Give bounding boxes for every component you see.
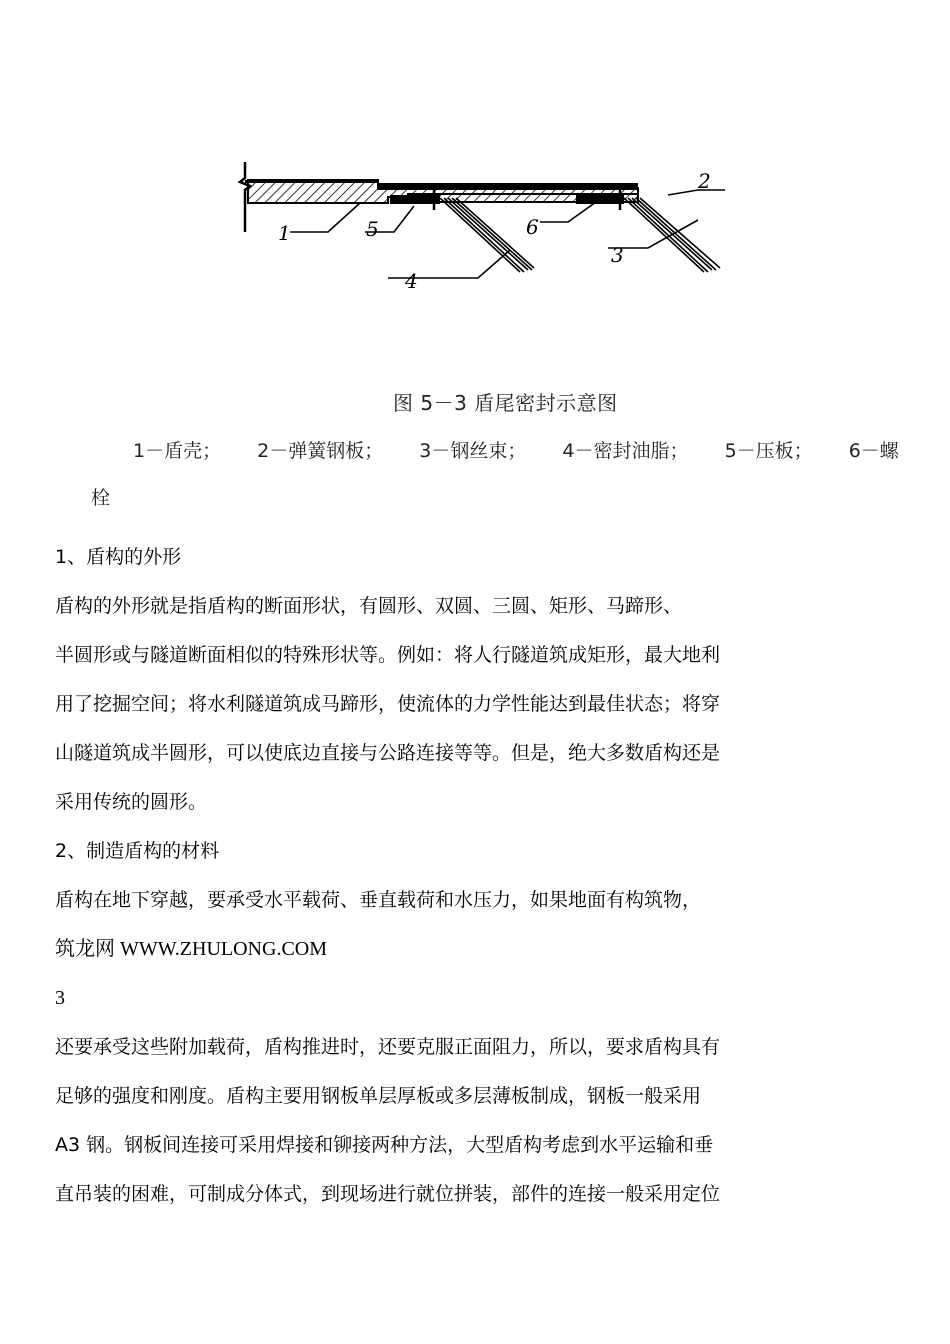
paragraph-line: 采用传统的圆形。 xyxy=(55,791,208,813)
figure-legend xyxy=(133,436,908,463)
legend-item: 5－压板； xyxy=(724,440,813,462)
paragraph-line: 用了挖掘空间；将水利隧道筑成马蹄形，使流体的力学性能达到最佳状态；将穿 xyxy=(55,693,721,715)
label-3: 3 xyxy=(611,243,624,267)
label-2: 2 xyxy=(698,169,711,193)
label-5: 5 xyxy=(366,217,379,241)
label-6: 6 xyxy=(526,215,539,239)
paragraph-line: A3 钢。钢板间连接可采用焊接和铆接两种方法，大型盾构考虑到水平运输和垂 xyxy=(55,1134,714,1156)
legend-item: 1－盾壳； xyxy=(133,440,222,462)
paragraph-line: 还要承受这些附加载荷，盾构推进时，还要克服正面阻力，所以，要求盾构具有 xyxy=(55,1036,721,1058)
paragraph-line: 盾构的外形就是指盾构的断面形状，有圆形、双圆、三圆、矩形、马蹄形、 xyxy=(55,595,683,617)
label-1: 1 xyxy=(278,221,291,245)
section-heading: 1、盾构的外形 xyxy=(55,546,182,568)
legend-item: 3－钢丝束； xyxy=(419,440,527,462)
paragraph-line: 直吊装的困难，可制成分体式，到现场进行就位拼装，部件的连接一般采用定位 xyxy=(55,1183,721,1205)
pressure-plate-left xyxy=(390,195,440,204)
paragraph-line: 半圆形或与隧道断面相似的特殊形状等。例如：将人行隧道筑成矩形，最大地利 xyxy=(55,644,721,666)
paragraph-line: 盾构在地下穿越，要承受水平载荷、垂直载荷和水压力，如果地面有构筑物， xyxy=(55,889,702,911)
pressure-plate-right xyxy=(576,195,624,204)
diagram-drawing xyxy=(228,150,748,300)
paragraph-line: 山隧道筑成半圆形，可以使底边直接与公路连接等等。但是，绝大多数盾构还是 xyxy=(55,742,721,764)
legend-continuation: 栓 xyxy=(91,487,111,509)
paragraph-line: 足够的强度和刚度。盾构主要用钢板单层厚板或多层薄板制成，钢板一般采用 xyxy=(55,1085,702,1107)
label-4: 4 xyxy=(405,269,418,293)
shield-tail-seal-diagram xyxy=(228,150,748,300)
body-text xyxy=(55,533,845,1219)
site-footer-text: 筑龙网 WWW.ZHULONG.COM xyxy=(55,938,328,960)
figure-caption: 图 5－3 盾尾密封示意图 xyxy=(393,391,618,415)
wire-bundle-left xyxy=(440,198,534,272)
legend-item: 2－弹簧钢板； xyxy=(257,440,384,462)
legend-item: 6－螺 xyxy=(848,440,899,462)
section-heading: 2、制造盾构的材料 xyxy=(55,840,220,862)
legend-item: 4－密封油脂； xyxy=(562,440,689,462)
page-number: 3 xyxy=(55,987,65,1009)
